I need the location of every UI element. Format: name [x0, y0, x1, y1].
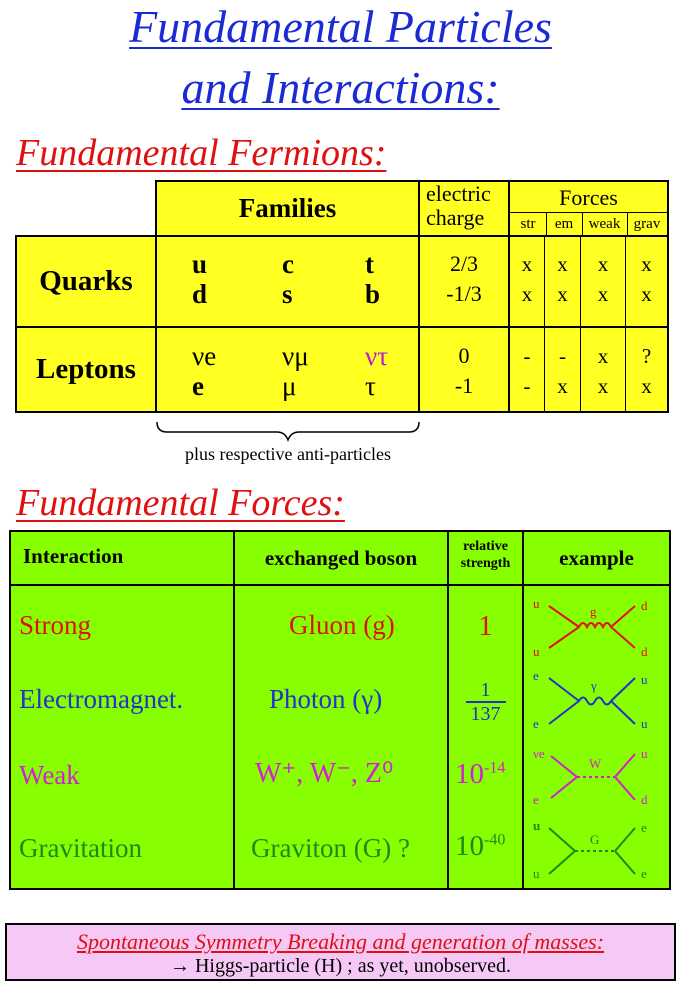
force-mark: x [521, 252, 533, 276]
quark-family-3 [365, 249, 380, 309]
quark-s: s [282, 279, 293, 309]
lepton-mu: μ [282, 371, 297, 401]
charge-header-line2: charge [426, 205, 485, 230]
grav-mid: G [590, 832, 600, 847]
force-mark: x [557, 374, 568, 398]
strong-br: d [641, 644, 648, 659]
weak-bl: e [533, 792, 539, 807]
force-name-em: Electromagnet. [19, 684, 184, 714]
strength-strong: 1 [478, 609, 493, 642]
weak-tr: u [641, 746, 648, 761]
fermion-table [15, 180, 669, 413]
force-mark: x [557, 282, 568, 306]
weak-br: d [641, 792, 648, 807]
strong-tr: d [641, 598, 648, 613]
force-mark: x [641, 252, 652, 276]
quark-d: d [192, 279, 208, 309]
boson-gluon: Gluon (g) [289, 610, 395, 640]
forces-header [508, 180, 669, 237]
lepton-charge-lepton: -1 [454, 373, 474, 398]
strength-header-line2: strength [460, 556, 511, 571]
quark-u: u [192, 249, 208, 279]
strength-grav-base: 10 [455, 830, 484, 862]
lepton-tau: τ [365, 371, 376, 401]
row-label-leptons: Leptons [36, 353, 136, 385]
lepton-nu-tau: ντ [365, 341, 389, 371]
em-br: u [641, 716, 648, 731]
title-line-1: Fundamental Particles [129, 1, 552, 52]
force-col-weak: weak [582, 212, 628, 236]
boson-w-z: W⁺, W⁻, Z⁰ [255, 758, 394, 789]
force-mark: x [521, 282, 533, 306]
feynman-diagram-gravitation [527, 816, 667, 886]
charge-header-line1: electric [426, 181, 491, 206]
forces-heading: Fundamental Forces: [16, 482, 345, 524]
boson-photon: Photon (γ) [269, 684, 383, 714]
boson-graviton: Graviton (G) ? [251, 833, 410, 863]
lepton-family-2 [282, 341, 309, 401]
em-bl: e [533, 716, 539, 731]
strength-weak-exp: -14 [484, 759, 506, 777]
quark-t: t [365, 249, 374, 279]
strong-bl: u [533, 644, 540, 659]
anti-particles-note: plus respective anti-particles [185, 444, 391, 464]
grav-bl: u [533, 866, 540, 881]
feynman-diagram-em [527, 666, 667, 736]
brace-icon [155, 420, 421, 442]
em-tr: u [641, 672, 648, 687]
grav-br: e [641, 866, 647, 881]
lepton-family-1 [192, 341, 216, 401]
quark-family-1 [192, 249, 207, 309]
force-mark: x [597, 252, 609, 276]
lepton-nu-mu: νμ [282, 341, 309, 371]
col-boson-header: exchanged boson [264, 545, 418, 570]
force-mark: - [559, 344, 566, 368]
quark-charge-up: 2/3 [449, 251, 479, 276]
strength-gravitation [455, 830, 505, 863]
lepton-nu-e: νe [192, 341, 217, 371]
forces-table [9, 530, 671, 890]
quark-family-2 [282, 249, 294, 309]
weak-tl: νe [533, 746, 545, 761]
lepton-family-3 [365, 341, 388, 401]
strength-grav-exp: -40 [484, 831, 506, 849]
strong-tl: u [533, 596, 540, 611]
force-mark: - [523, 374, 531, 398]
higgs-line-2: → Higgs-particle (H) ; as yet, unobserved. [169, 955, 511, 977]
force-mark: ? [641, 344, 652, 368]
row-label-quarks: Quarks [39, 265, 133, 297]
force-mark: - [523, 344, 531, 368]
quark-charges [420, 249, 508, 309]
lepton-e: e [192, 371, 204, 401]
strength-header-line1: relative [463, 539, 508, 554]
force-mark: x [641, 374, 652, 398]
force-col-grav: grav [627, 212, 667, 236]
lepton-charge-neutrino: 0 [458, 343, 470, 368]
em-mid: γ [591, 678, 597, 693]
col-interaction-header: Interaction [23, 544, 124, 568]
force-name-weak: Weak [19, 760, 80, 790]
col-strength-header [449, 538, 522, 572]
strength-em-den: 137 [470, 702, 501, 725]
force-mark: x [597, 282, 609, 306]
force-mark: x [597, 374, 609, 398]
strength-em-num: 1 [480, 679, 491, 701]
forces-header-label: Forces [559, 185, 618, 210]
col-example-header: example [559, 545, 634, 570]
force-mark: x [557, 252, 568, 276]
quark-c: c [282, 249, 294, 279]
quark-charge-down: -1/3 [446, 281, 482, 306]
quark-b: b [365, 279, 381, 309]
strong-mid: g [590, 604, 597, 619]
fermions-heading: Fundamental Fermions: [16, 132, 387, 174]
families-header: Families [155, 180, 420, 237]
fermion-body [15, 235, 669, 413]
grav-tl: u [533, 818, 541, 833]
force-mark: x [641, 282, 652, 306]
title-line-2: and Interactions: [181, 62, 500, 113]
grav-tr: e [641, 820, 647, 835]
weak-mid: W [589, 756, 602, 771]
charge-header [418, 180, 510, 237]
em-tl: e [533, 668, 539, 683]
feynman-diagram-weak [527, 742, 667, 812]
force-name-strong: Strong [19, 610, 92, 640]
higgs-line-1: Spontaneous Symmetry Breaking and generation of masses: [76, 929, 605, 954]
strength-em [449, 680, 522, 724]
force-name-gravitation: Gravitation [19, 833, 142, 863]
force-mark: x [597, 344, 609, 368]
force-col-str: str [510, 212, 547, 236]
lepton-charges [420, 341, 508, 401]
higgs-box [5, 923, 676, 981]
strength-weak-base: 10 [455, 758, 484, 790]
strength-weak [455, 758, 505, 791]
force-col-em: em [546, 212, 583, 236]
feynman-diagram-strong [527, 592, 667, 662]
